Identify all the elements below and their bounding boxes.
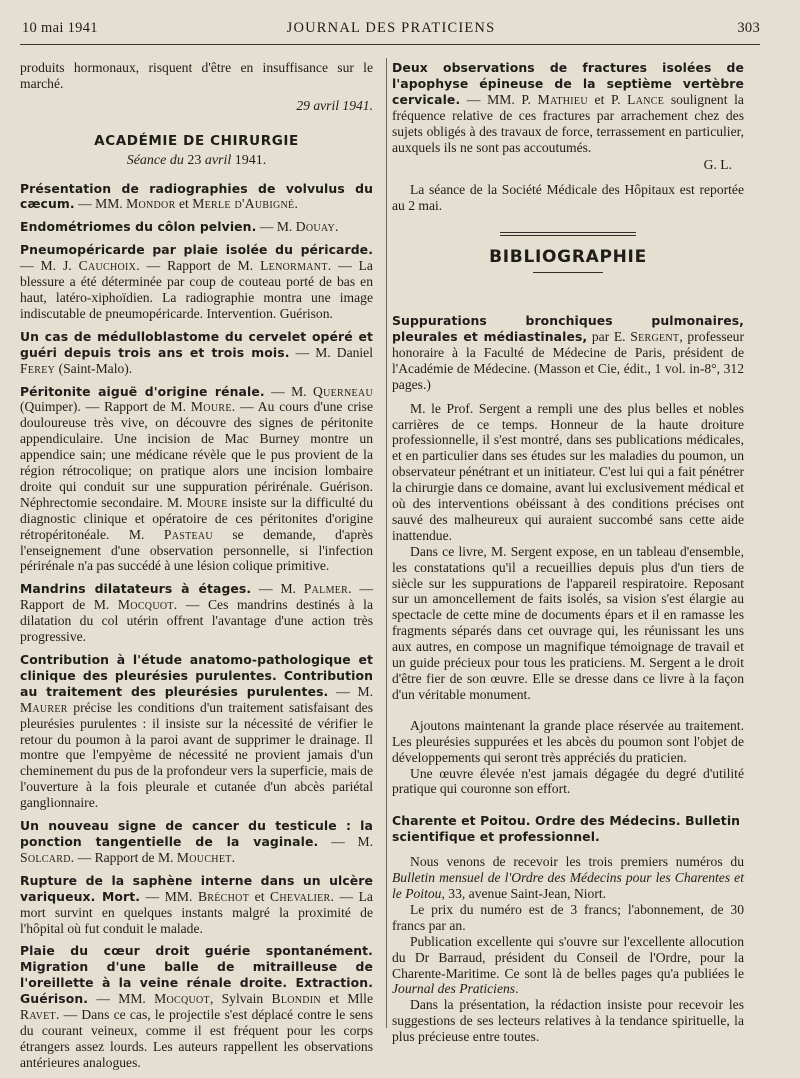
entry-plaie-coeur: Plaie du cœur droit guérie spontanément. Migration d'une balle de mitrailleuse de l'oreillette à la veine rénale droite. Extraction. Guérison. — MM. Mocquot, Sylvain Blondin et Mlle Ravet. — Dans ce cas, le projectile s'est déplacé contre le sens du courant veineux, comme il est fréquent pour les corps étrangers assez lourds. Les auteurs rappellent les observations antérieures analogues. [20,943,373,1070]
academy-title: ACADÉMIE DE CHIRURGIE [94,132,299,149]
bulletin-paragraph: Dans la présentation, la rédaction insiste pour recevoir les suggestions de ses lecteurs relatives à la tendance spirituelle, la plus précieuse entre toutes. [392,997,744,1045]
session-date: Séance du 23 avril 1941. [126,152,267,168]
page-number: 303 [737,20,760,36]
entry-medulloblastome: Un cas de médulloblastome du cervelet opéré et guéri depuis trois ans et trois mois. — M. Daniel Ferey (Saint-Malo). [20,328,373,376]
entry-title: Plaie du cœur droit guérie spontanément. Migration d'une balle de mitrailleuse de l'oreillette à la veine rénale droite. Extraction. Guérison. [20,943,373,1007]
entry-title: Endométriomes du côlon pelvien. [20,219,257,235]
entry-title: Présentation de radiographies de volvulus du cæcum. [20,180,373,212]
entry-title: Mandrins dilatateurs à étages. [20,581,252,597]
header-rule [20,44,760,45]
entry-endometriomes: Endométriomes du côlon pelvien. — M. Douay. [20,219,339,235]
entry-title: Contribution à l'étude anatomo-pathologique et clinique des pleurésies purulentes. Contribution au traitement des pleurésies purulentes. [20,652,373,699]
review-paragraph: M. le Prof. Sergent a rempli une des plus belles et nobles carrières de ce temps. Honneur de la haute droiture professionnelle, il s'est montré, dans ses publications médicales, et en particulier dans ses études sur les maladies du poumon, un observateur pénétrant et un initiateur. C'est lui qui a fait pénétrer la chirurgie dans ce domaine, avant lui exclusivement médical et où des interventions obéissant à des conditions précises ont sauvé des malheureux qui auraient succombé sans cette aide inattendue. [392,400,744,543]
entry-testicule: Un nouveau signe de cancer du testicule : la ponction tangentielle de la vaginale. — M. Solcard. — Rapport de M. Mouchet. [20,818,373,865]
journal-title: JOURNAL DES PRATICIENS [286,20,496,36]
review-paragraph: Dans ce livre, M. Sergent expose, en un tableau d'ensemble, les constatations qu'il a recueillies depuis plus d'un tiers de siècle sur les suppurations de l'appareil respiratoire. Reposant sur un amoncellement de faits isolés, sa vision s'est élargie au spectacle de cette mine de documents épars et il en ramasse les fragments séparés dans cet ouvrage qui, les réunissant les uns aux autres, en compose un magnifique témoignage de travail et un guide précieux pour tous les praticiens. M. Sergent a le droit d'être fier de son œuvre. Elle se dresse dans ce livre à la façon d'un véritable monument. [392,543,744,702]
entry-saphene: Rupture de la saphène interne dans un ulcère variqueux. Mort. — MM. Bréchot et Chevalier. — La mort survint en quelques instants malgré la proximité de l'hôpital où fut conduit le malade. [20,872,373,936]
entry-pleuresies: Contribution à l'étude anatomo-pathologique et clinique des pleurésies purulentes. Contribution au traitement des pleurésies purulentes. — M. Maurer précise les conditions d'un traitement satisfaisant des pleurésies purulentes : il insiste sur la nécessité de vérifier le retour du poumon à la paroi avant de supprimer le drainage. Il montre que l'empyème de nécessité ne provient jamais d'un cheminement du pus de la profondeur vers la superficie, mais de l'ouverture à la fois pleurale et cutanée d'un abcès pariétal ganglionnaire. [20,652,374,811]
left-column [20,60,373,1078]
entry-title: Rupture de la saphène interne dans un ulcère variqueux. Mort. [20,872,373,904]
review-paragraph: Ajoutons maintenant la grande place réservée au traitement. Les pleurésies suppurées et les abcès du poumon sont l'objet de développements qui seront très appréciés du praticien. [392,717,744,765]
column-divider [386,58,387,1028]
entry-peritonite: Péritonite aiguë d'origine rénale. — M. Querneau (Quimper). — Rapport de M. Moure. — Au cours d'une crise douloureuse très vive, on découvre des signes de péritonite appendiculaire. Une incision de Mac Burney montre un appendice sain; une médicane révèle que le pus provient de la région rétrocolique; on pratique alors une incision lombaire droite qui conduit sur une suppuration périrénale. Guérison. Néphrectomie secondaire. M. Moure insiste sur la difficulté du diagnostic clinique et opératoire de ces péritonites d'origine rétropéritonéale. M. Pasteau se demande, d'après l'enseignement d'une observation personnelle, si l'infection périrénale n'a pas succédé à une lésion colique primitive. [20,383,373,574]
entry-mandrins: Mandrins dilatateurs à étages. — M. Palmer. — Rapport de M. Mocquot. — Ces mandrins destinés à la dilatation du col utérin offrent l'avantage d'une action très progressive. [20,581,373,645]
intro-date: 29 avril 1941. [296,97,373,113]
right-column [392,60,744,1045]
bulletin-paragraph: Le prix du numéro est de 3 francs; l'abonnement, de 30 francs par an. [392,901,744,933]
signature: G. L. [703,157,732,173]
running-head [22,20,760,40]
session-note: La séance de la Société Médicale des Hôpitaux est reportée au 2 mai. [392,182,744,214]
entry-title: Un nouveau signe de cancer du testicule : la ponction tangentielle de la vaginale. [20,818,373,849]
entry-title: Un cas de médulloblastome du cervelet opéré et guéri depuis trois ans et trois mois. [20,328,373,360]
entry-title: Deux observations de fractures isolées de l'apophyse épineuse de la septième vertèbre cervicale. [392,60,744,107]
short-rule [533,272,603,273]
review-paragraph: Une œuvre élevée n'est jamais dégagée du degré d'utilité pratique qui couronne son effort. [392,765,744,797]
entry-pneumopericarde: Pneumopéricarde par plaie isolée du péricarde. — M. J. Cauchoix. — Rapport de M. Lenormant. — La blessure a été déterminée par coup de couteau porté de bas en haut, latéro-xiphoïdien. La radiographie montra une image indiscutable de pneumopéricarde. Intervention. Guérison. [20,242,373,321]
bulletin-paragraph: Nous venons de recevoir les trois premiers numéros du Bulletin mensuel de l'Ordre des Médecins pour les Charentes et le Poitou, 33, avenue Saint-Jean, Niort. [392,854,744,901]
bibliography-title: BIBLIOGRAPHIE [489,247,647,268]
entry-apophyse: Deux observations de fractures isolées de l'apophyse épineuse de la septième vertèbre cervicale. — MM. P. Mathieu et P. Lance soulignent la fréquence relative de ces fractures par arrachement chez des sujets obligés à des travaux de force, terrassement en particulier, auxquels ils ne sont pas accoutumés. [392,60,744,155]
bulletin-title: Charente et Poitou. Ordre des Médecins. Bulletin scientifique et professionnel. [392,813,741,845]
entry-title: Péritonite aiguë d'origine rénale. [20,383,265,399]
bulletin-paragraph: Publication excellente qui s'ouvre sur l'excellente allocution du Dr Barraud, président du Conseil de l'Ordre, pour la Charente-Maritime. Ce sont là de belles pages qu'a publiées le Journal des Praticiens. [392,933,744,997]
book-review-header: Suppurations bronchiques pulmonaires, pleurales et médiastinales, par E. Sergent, professeur honoraire à la Faculté de Médecine de Paris, président de l'Académie de Médecine. (Masson et Cie, édit., 1 vol. in-8°, 312 pages.) [392,313,744,392]
book-title: Suppurations bronchiques pulmonaires, pleurales et médiastinales, [392,313,744,344]
intro-text: produits hormonaux, risquent d'être en insuffisance sur le marché. [20,60,373,91]
issue-date: 10 mai 1941 [22,20,98,36]
entry-volvulus: Présentation de radiographies de volvulus du cæcum. — MM. Mondor et Merle d'Aubigné. [20,180,373,212]
entry-title: Pneumopéricarde par plaie isolée du péricarde. [20,242,373,258]
double-rule [500,232,636,236]
